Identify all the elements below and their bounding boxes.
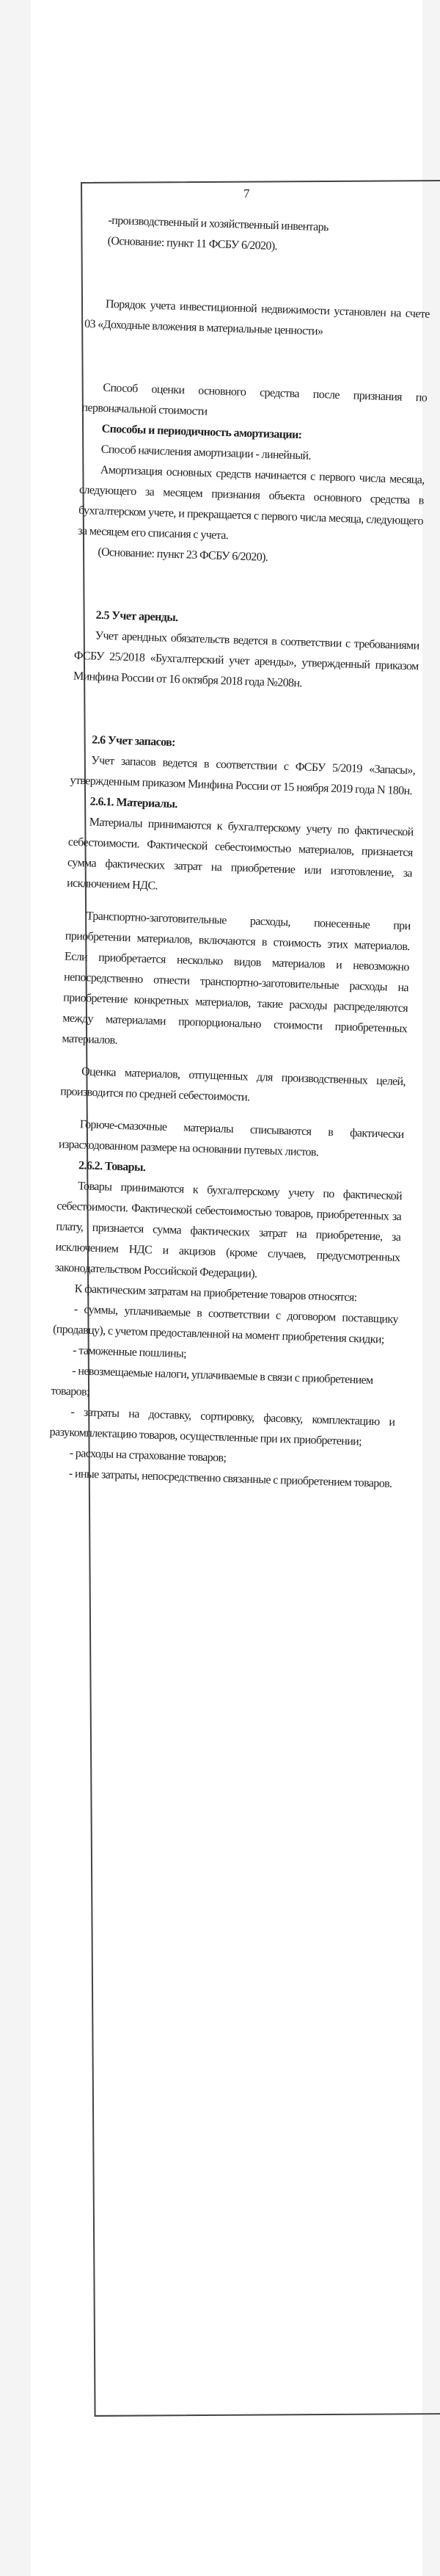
document-body: [48, 210, 432, 1495]
subsection-heading-goods: 2.6.2. Товары.: [78, 1159, 146, 1175]
paragraph-materials-valuation: Оценка материалов, отпущенных для производственных целей, производится по средней себестоимости.: [59, 1065, 406, 1104]
paragraph-inventory: Учет запасов ведется в соответствии с ФСБУ 5/2019 «Запасы», утвержденным приказом Минфина России от 15 ноября 2019 года N 180н.: [70, 754, 416, 798]
basis-note: (Основание: пункт 11 ФСБУ 6/2020).: [107, 234, 278, 253]
text-line: К фактическим затратам на приобретение товаров относятся:: [74, 1282, 357, 1305]
paragraph-goods-cost: Товары принимаются к бухгалтерскому учету по фактической себестоимости. Фактической себестоимостью товаров, приобретенных за плату, признается сумма фактических затрат на приобретение, за исключением НДС и акцизов (кроме случаев, предусмотренных законодательством Российской Федерации).: [54, 1180, 403, 1280]
paragraph-depreciation-start: Амортизация основных средств начинается с первого числа месяца, следующего за месяцем признания объекта основного средства в бухгалтерском учете, и прекращается с первого числа месяца, следующего за месяцем его списания с учета.: [77, 463, 425, 543]
paragraph-transport-costs: Транспортно-заготовительные расходы, понесенные при приобретении материалов, включаются в стоимость этих материалов. Если приобретается несколько видов материалов и невозможно непосредственно отнести транспортно-заготовительные расходы на приобретение конкретных материалов, такие расходы распределяются между материалами пропорционально стоимости приобретенных материалов.: [62, 910, 411, 1047]
paragraph-fuel-lubricants: Горюче-смазочные материалы списываются в фактически израсходованном размере на основании путевых листов.: [58, 1118, 404, 1159]
document-page: [31, 0, 430, 2576]
paragraph-materials-cost: Материалы принимаются к бухгалтерскому учету по фактической себестоимости. Фактической себестоимостью материалов, признается сумма фактических затрат на приобретение или изготовление, за исключением НДС.: [66, 816, 414, 893]
list-item: - суммы, уплачиваемые в соответствии с договором поставщику (продавцу), с учетом предоставленной на момент приобретения скидки;: [52, 1303, 398, 1346]
basis-note: (Основание: пункт 23 ФСБУ 6/2020).: [98, 545, 268, 564]
subheading-depreciation: Способы и периодичность амортизации:: [101, 422, 302, 442]
list-item: - таможенные пошлины;: [72, 1344, 187, 1360]
text-line: -производственный и хозяйственный инвентарь: [108, 214, 329, 234]
section-heading-lease: 2.5 Учет аренды.: [95, 609, 178, 625]
subsection-heading-materials: 2.6.1. Материалы.: [89, 795, 178, 811]
section-heading-inventory: 2.6 Учет запасов:: [92, 733, 176, 750]
list-item: - расходы на страхование товаров;: [69, 1447, 227, 1465]
page-number: 7: [243, 186, 250, 200]
list-item: - иные затраты, непосредственно связанные с приобретением товаров.: [68, 1467, 392, 1490]
paragraph-valuation-method: Способ оценки основного средства после признания по первоначальной стоимости: [81, 381, 428, 418]
paragraph-lease: Учет арендных обязательств ведется в соответствии с требованиями ФСБУ 25/2018 «Бухгалтерский учет аренды», утвержденный приказом Минфина России от 16 октября 2018 года №208н.: [73, 629, 419, 690]
list-item: - невозмещаемые налоги, уплачиваемые в связи с приобретением товаров;: [51, 1365, 373, 1398]
text-line: Способ начисления амортизации - линейный.: [100, 443, 312, 462]
paragraph-investment-property: Порядок учета инвестиционной недвижимости установлен на счете 03 «Доходные вложения в материальные ценности»: [84, 297, 430, 338]
list-item: - затраты на доставку, сортировку, фасовку, комплектацию и разукомплектацию товаров, осуществленные при их приобретении;: [49, 1406, 395, 1448]
